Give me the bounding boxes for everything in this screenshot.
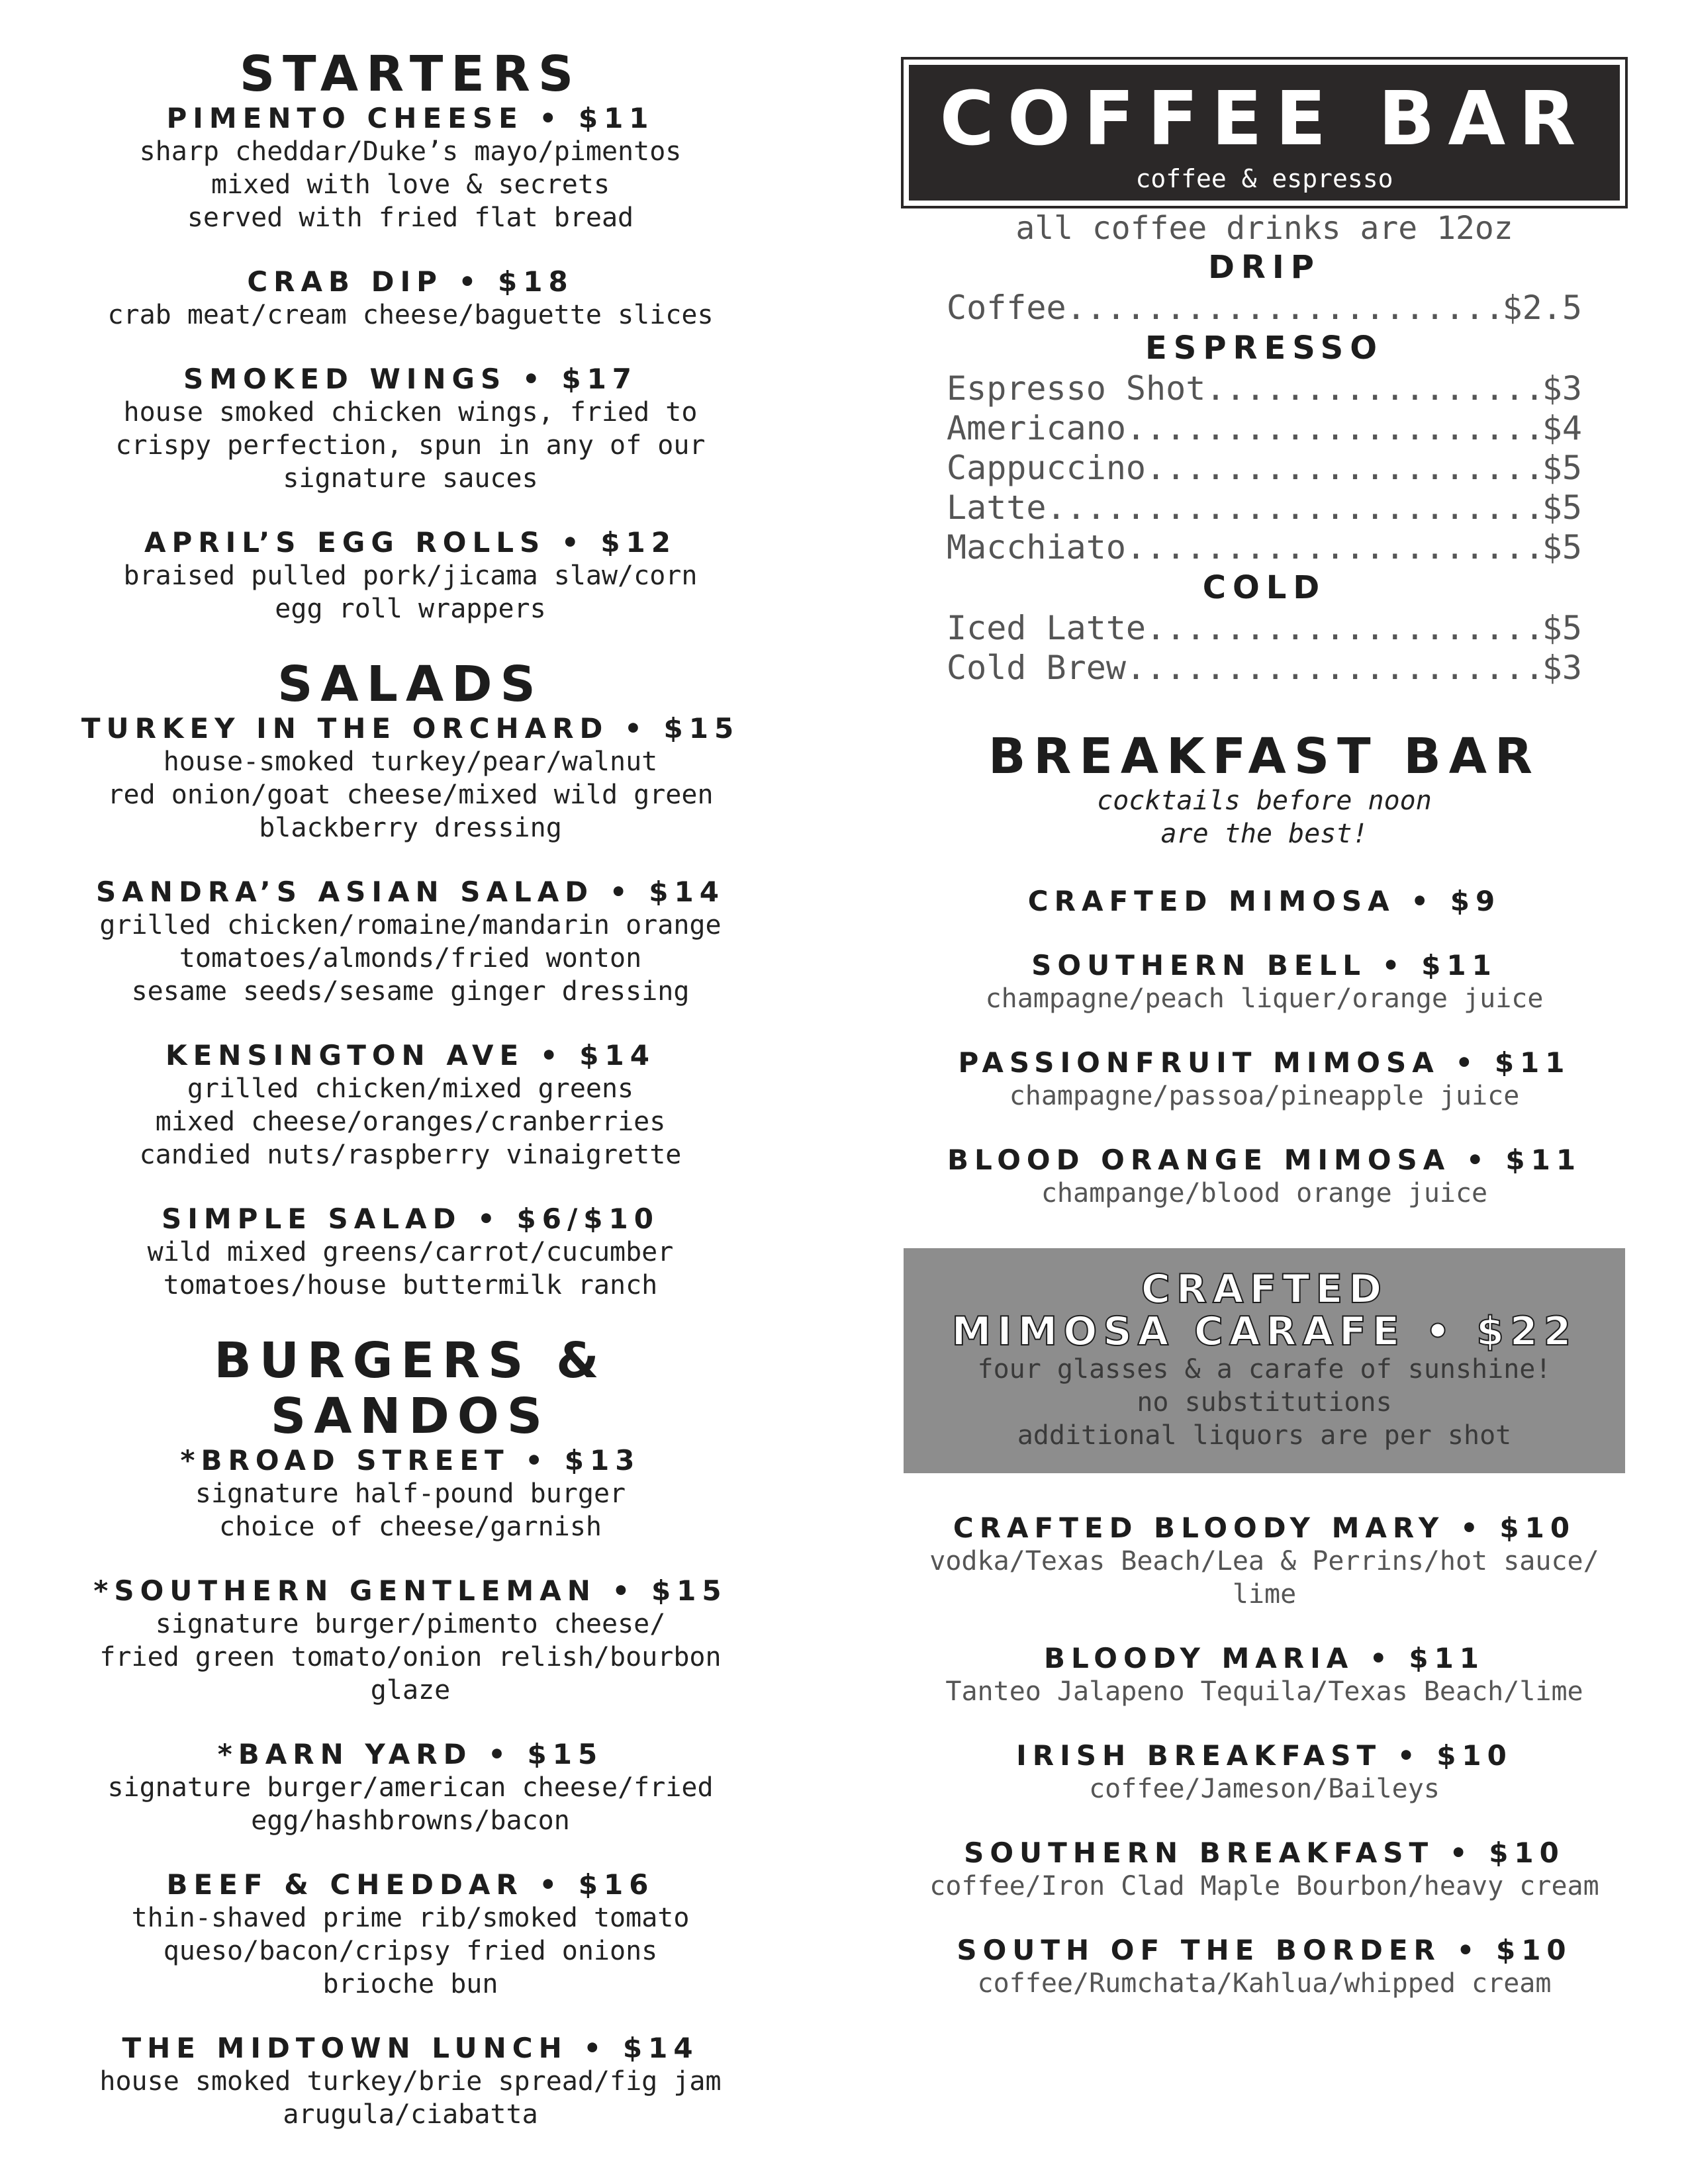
item-desc: coffee/Rumchata/Kahlua/whipped cream [977,1968,1552,1999]
dot-leader [1126,527,1542,567]
menu-item [904,885,1625,918]
item-name: SOUTH OF THE BORDER • $10 [957,1934,1572,1966]
menu-item [66,526,755,625]
price-row [947,369,1582,408]
item-desc: wild mixed greens/carrot/cucumber [147,1237,674,1267]
item-name: PASSIONFRUIT MIMOSA • $11 [958,1046,1571,1079]
item-desc: sesame seeds/sesame ginger dressing [131,976,690,1007]
item-name: SIMPLE SALAD • $6/$10 [162,1203,659,1235]
espresso-list [947,369,1582,567]
carafe-desc: four glasses & a carafe of sunshine! [977,1354,1552,1385]
item-name: IRISH BREAKFAST • $10 [1016,1739,1513,1772]
item-name: BEEF & CHEDDAR • $16 [166,1868,655,1901]
menu-item [904,1512,1625,1611]
menu-item [66,1203,755,1302]
price-row [947,648,1582,688]
salads-section [66,657,755,1302]
menu-item [66,1868,755,2001]
drink-name: Espresso Shot [947,369,1206,408]
item-desc: crispy perfection, spun in any of our [115,430,706,461]
item-desc: served with fried flat bread [187,203,634,233]
item-name: SMOKED WINGS • $17 [183,363,638,395]
item-desc: signature burger/pimento cheese/ [155,1609,666,1639]
menu-item [904,1739,1625,1805]
section-title: STARTERS [239,46,582,103]
carafe-title: MIMOSA CARAFE • $22 [951,1308,1577,1355]
item-desc: crab meat/cream cheese/baguette slices [107,300,714,330]
drink-name: Americano [947,409,1126,447]
item-name: BLOODY MARIA • $11 [1043,1642,1485,1674]
item-desc: vodka/Texas Beach/Lea & Perrins/hot sauce/ [929,1546,1599,1576]
carafe-box [904,1248,1625,1473]
drip-heading: DRIP [1208,249,1321,286]
menu-item [66,876,755,1008]
section-title: BURGERS & SANDOS [214,1332,607,1445]
drink-price: $3 [1542,369,1582,408]
drink-name: Cold Brew [947,649,1126,687]
menu-item [904,1934,1625,2000]
drink-name: Latte [947,488,1047,527]
dot-leader [1146,448,1542,488]
item-desc: house smoked chicken wings, fried to [123,397,698,428]
drink-price: $4 [1542,409,1582,447]
drink-price: $5 [1542,609,1582,647]
menu-item [66,1444,755,1543]
item-desc: champagne/passoa/pineapple juice [1009,1081,1520,1111]
item-desc: glaze [370,1675,451,1706]
item-desc: red onion/goat cheese/mixed wild green [107,780,714,810]
item-name: CRAFTED MIMOSA • $9 [1027,885,1501,917]
item-name: BLOOD ORANGE MIMOSA • $11 [947,1144,1582,1176]
dot-leader [1066,288,1503,328]
item-desc: brioche bun [322,1969,498,1999]
menu-item [66,1738,755,1837]
item-name: TURKEY IN THE ORCHARD • $15 [81,712,740,745]
item-desc: tomatoes/almonds/fried wonton [179,943,642,974]
price-row [947,408,1582,448]
item-desc: blackberry dressing [259,813,562,843]
item-desc: tomatoes/house buttermilk ranch [163,1270,658,1300]
item-desc: grilled chicken/romaine/mandarin orange [99,910,722,940]
item-desc: signature burger/american cheese/fried [107,1772,714,1803]
menu-item [904,1837,1625,1903]
menu-item [66,2032,755,2131]
espresso-heading: ESPRESSO [1145,330,1384,367]
drink-name: Cappuccino [947,449,1147,487]
item-desc: choice of cheese/garnish [219,1512,602,1542]
menu-item [66,265,755,332]
item-name: APRIL’S EGG ROLLS • $12 [144,526,677,559]
menu-item [66,1039,755,1171]
item-name: *BARN YARD • $15 [217,1738,604,1770]
menu-item [904,1642,1625,1708]
drink-price: $5 [1542,528,1582,567]
dot-leader [1205,369,1542,408]
coffee-bar-header [909,65,1620,201]
price-row [947,488,1582,527]
menu-item [904,1046,1625,1113]
section-title: SALADS [277,656,543,713]
carafe-title: CRAFTED [1141,1266,1388,1312]
item-desc: braised pulled pork/jicama slaw/corn [123,561,698,591]
dot-leader [1047,488,1542,527]
dot-leader [1146,608,1542,648]
item-desc: candied nuts/raspberry vinaigrette [139,1140,682,1170]
item-desc: Tanteo Jalapeno Tequila/Texas Beach/lime [945,1676,1583,1707]
item-desc: queso/bacon/cripsy fried onions [163,1936,658,1966]
price-row [947,608,1582,648]
item-desc: house smoked turkey/brie spread/fig jam [99,2066,722,2097]
item-name: SOUTHERN BREAKFAST • $10 [964,1837,1565,1869]
item-desc: signature sauces [283,463,538,494]
item-name: *SOUTHERN GENTLEMAN • $15 [93,1574,727,1607]
drip-list [947,288,1582,328]
carafe-desc: no substitutions [1137,1387,1392,1418]
menu-item [66,1574,755,1707]
carafe-desc: additional liquors are per shot [1017,1420,1512,1451]
coffee-bar-title: COFFEE BAR [939,76,1589,162]
drink-price: $2.5 [1502,289,1582,327]
item-name: THE MIDTOWN LUNCH • $14 [122,2032,699,2064]
right-column [904,60,1625,2031]
item-name: SANDRA’S ASIAN SALAD • $14 [96,876,725,908]
tagline: cocktails before noon [1097,786,1432,816]
coffee-bar-subtitle: coffee & espresso [1135,164,1393,193]
dot-leader [1126,648,1542,688]
item-desc: egg roll wrappers [275,594,546,624]
item-name: CRAFTED BLOODY MARY • $10 [953,1512,1576,1544]
item-desc: mixed cheese/oranges/cranberries [155,1107,666,1137]
drink-price: $5 [1542,488,1582,527]
tagline: are the best! [1160,819,1368,849]
cocktails-section [904,1512,1625,2000]
item-desc: egg/hashbrowns/bacon [251,1805,570,1836]
item-desc: sharp cheddar/Duke’s mayo/pimentos [139,136,682,167]
drink-name: Iced Latte [947,609,1147,647]
item-name: KENSINGTON AVE • $14 [165,1039,655,1071]
price-row [947,448,1582,488]
item-desc: arugula/ciabatta [283,2099,538,2130]
coffee-note: all coffee drinks are 12oz [1015,210,1513,247]
price-row [947,527,1582,567]
breakfast-bar-section [904,729,1625,1210]
starters-section [66,46,755,625]
item-desc: mixed with love & secrets [211,169,610,200]
menu-item [66,102,755,234]
price-row [947,288,1582,328]
section-title: BREAKFAST BAR [988,728,1541,785]
menu-item [66,363,755,495]
item-name: PIMENTO CHEESE • $11 [166,102,655,134]
dot-leader [1126,408,1542,448]
item-desc: champange/blood orange juice [1041,1178,1488,1208]
item-name: *BROAD STREET • $13 [180,1444,641,1477]
drink-name: Coffee [947,289,1066,327]
menu-item [66,712,755,844]
item-desc: lime [1232,1579,1297,1610]
item-desc: coffee/Iron Clad Maple Bourbon/heavy cream [929,1871,1599,1901]
cold-heading: COLD [1202,569,1327,606]
cold-list [947,608,1582,688]
drink-name: Macchiato [947,528,1126,567]
item-name: SOUTHERN BELL • $11 [1031,949,1497,981]
drink-price: $5 [1542,449,1582,487]
menu-item [904,949,1625,1015]
item-desc: fried green tomato/onion relish/bourbon [99,1642,722,1672]
item-name: CRAB DIP • $18 [247,265,574,298]
menu-item [904,1144,1625,1210]
drink-price: $3 [1542,649,1582,687]
item-desc: champagne/peach liquer/orange juice [985,983,1544,1014]
item-desc: signature half-pound burger [195,1479,626,1509]
left-column [66,46,755,2162]
item-desc: coffee/Jameson/Baileys [1089,1774,1440,1804]
burgers-section [66,1333,755,2131]
item-desc: thin-shaved prime rib/smoked tomato [131,1903,690,1933]
item-desc: grilled chicken/mixed greens [187,1073,634,1104]
item-desc: house-smoked turkey/pear/walnut [163,747,658,777]
